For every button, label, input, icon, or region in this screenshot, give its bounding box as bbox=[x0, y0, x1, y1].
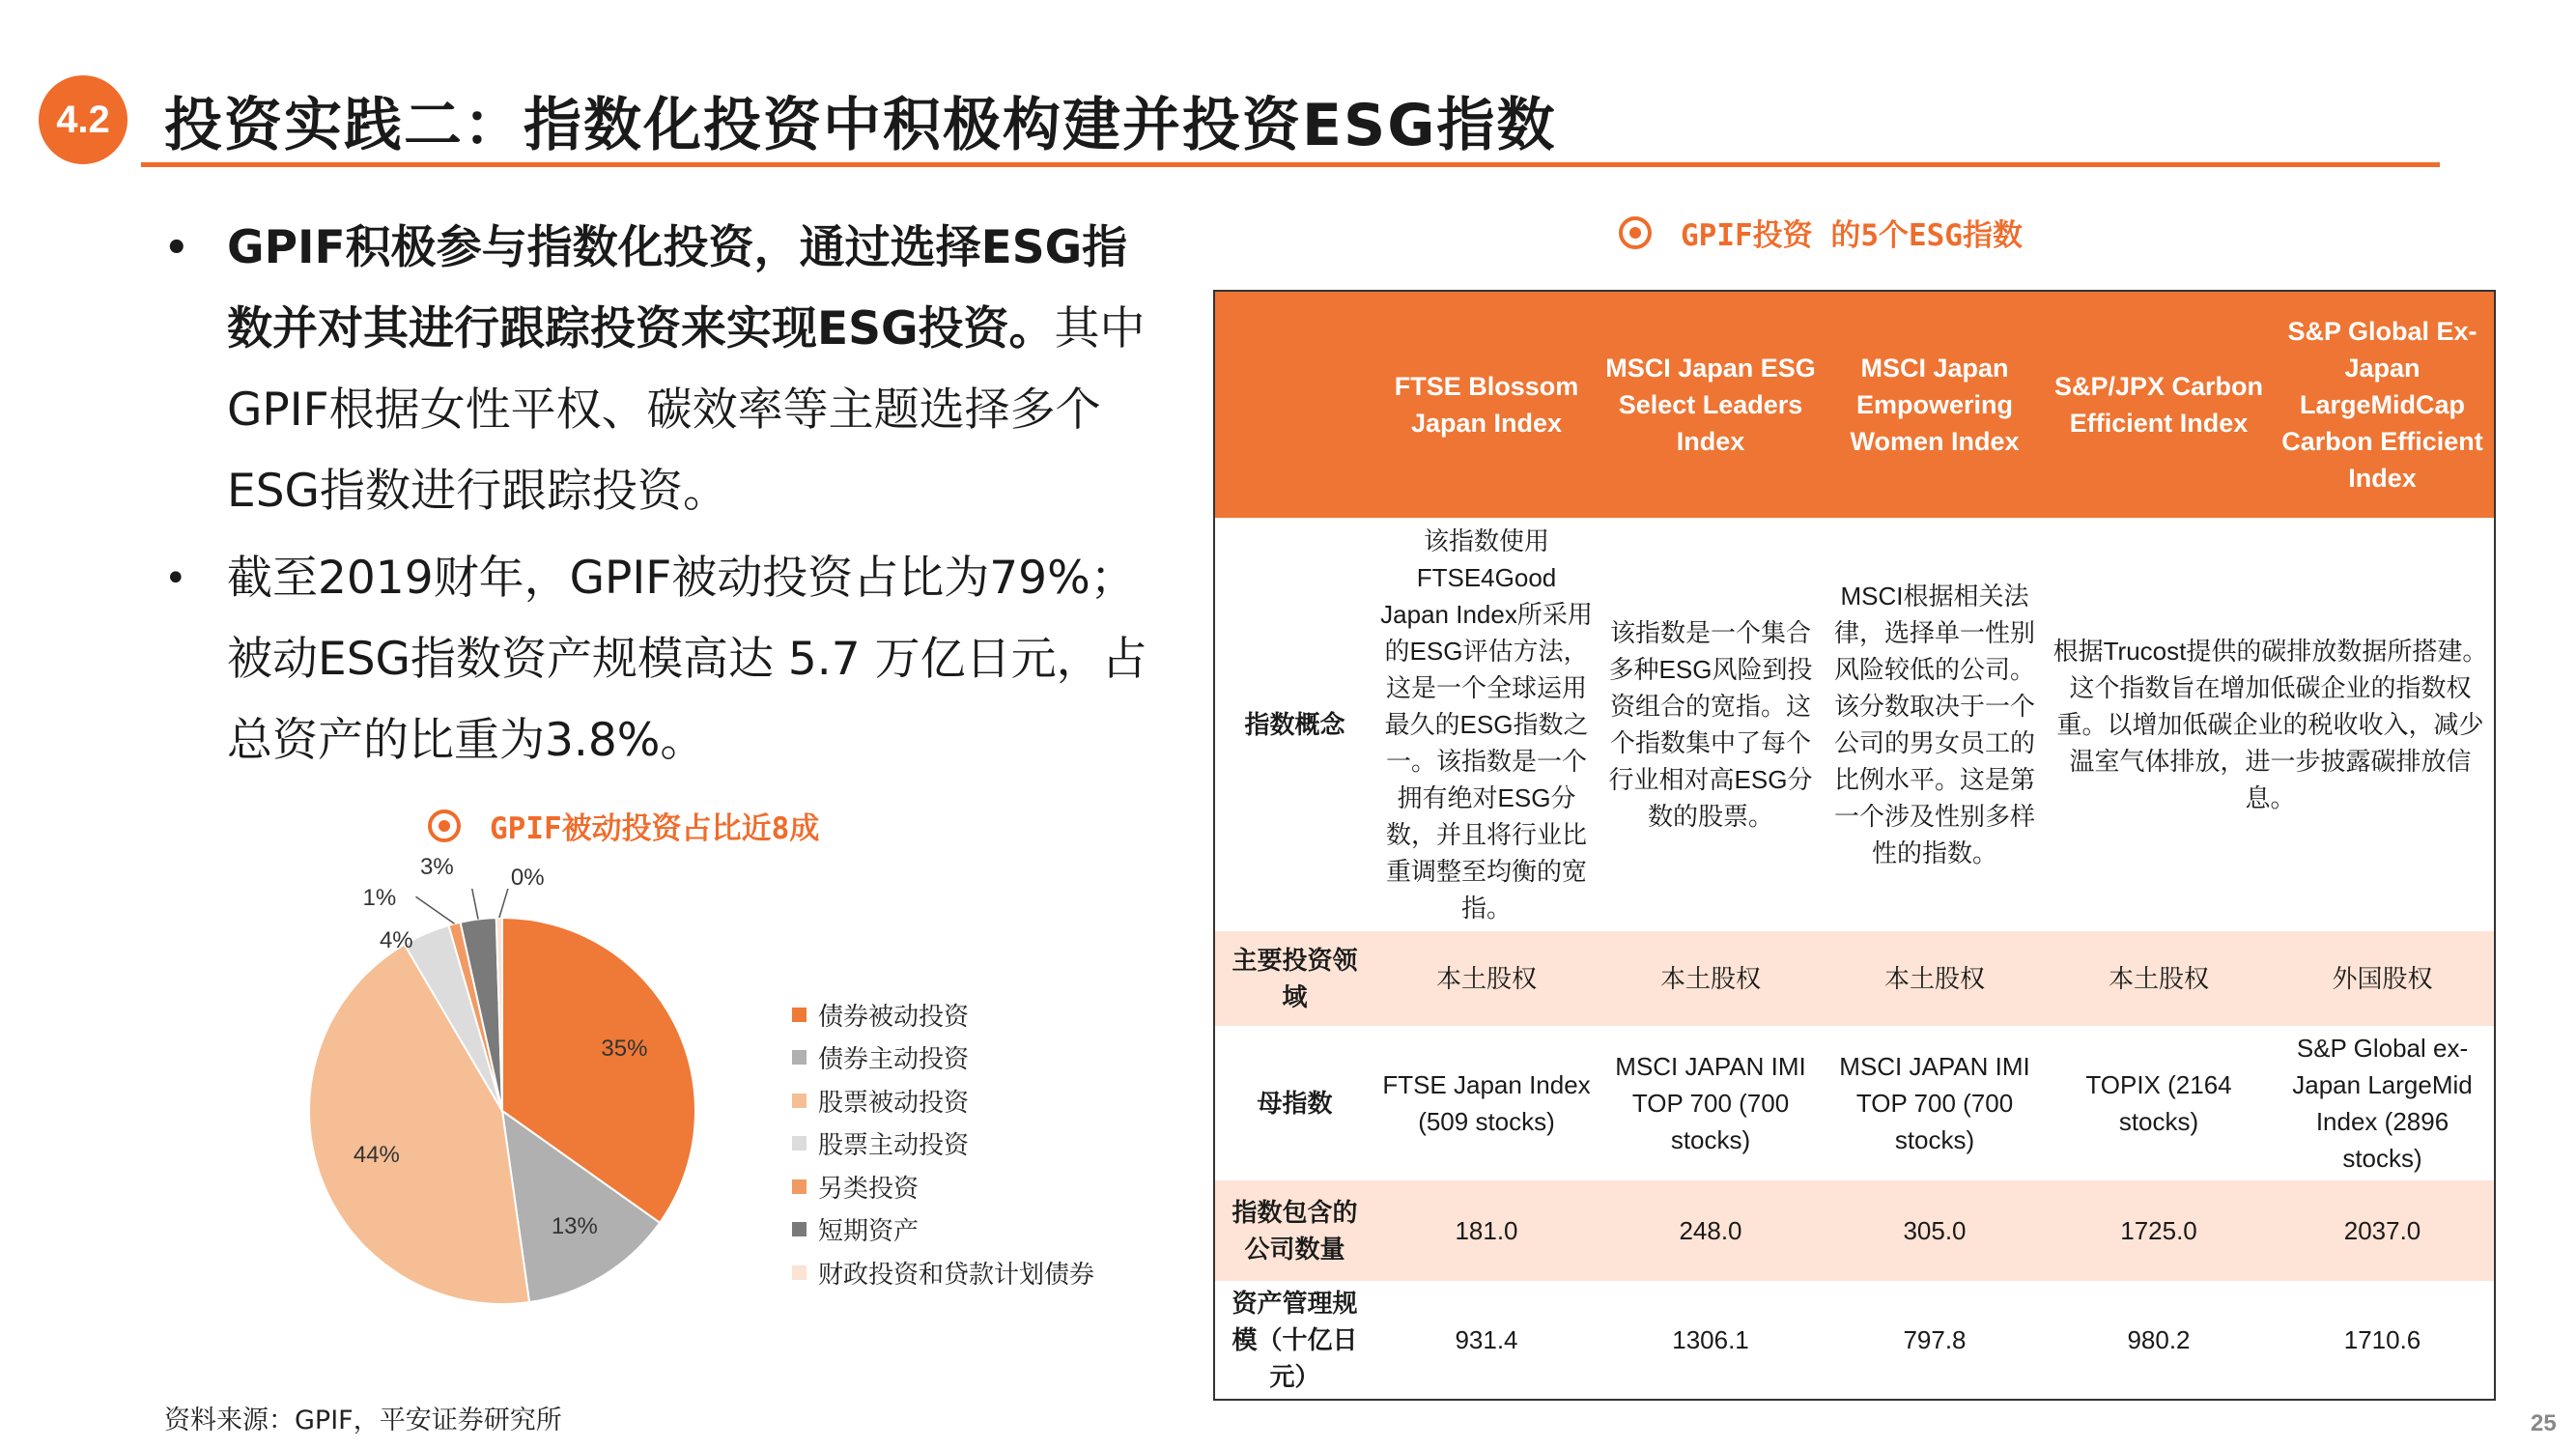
table-cell: MSCI JAPAN IMI TOP 700 (700 stocks) bbox=[1599, 1026, 1823, 1180]
bullet-item bbox=[159, 538, 1164, 781]
bullet-text: 截至2019财年，GPIF被动投资占比为79%；被动ESG指数资产规模高达 5.7 万亿日元，占总资产的比重为3.8%。 bbox=[227, 552, 1147, 767]
table-header-cell: MSCI Japan Empowering Women Index bbox=[1823, 291, 2047, 518]
legend-item bbox=[792, 1122, 1094, 1166]
pie-leader-line bbox=[499, 889, 511, 918]
legend-swatch bbox=[792, 1008, 807, 1022]
section-number-badge: 4.2 bbox=[39, 75, 127, 164]
legend-swatch bbox=[792, 1265, 807, 1280]
table-cell: 该指数是一个集合多种ESG风险到投资组合的宽指。这个指数集中了每个行业相对高ESG分数的股票。 bbox=[1599, 518, 1823, 931]
legend-label: 财政投资和贷款计划债券 bbox=[818, 1260, 1095, 1290]
pie-chart-caption-text: GPIF被动投资占比近8成 bbox=[490, 811, 820, 846]
bullet-dot-icon: • bbox=[164, 226, 189, 270]
table-header-cell: MSCI Japan ESG Select Leaders Index bbox=[1599, 291, 1823, 518]
table-cell: 931.4 bbox=[1374, 1281, 1599, 1400]
table-cell: 本土股权 bbox=[2047, 931, 2271, 1026]
table-row bbox=[1214, 1180, 2495, 1281]
legend-item bbox=[792, 1037, 1094, 1080]
table-row bbox=[1214, 1026, 2495, 1180]
pie-slice-label: 35% bbox=[601, 1035, 648, 1062]
table-cell: 本土股权 bbox=[1823, 931, 2047, 1026]
pie-legend bbox=[792, 993, 1094, 1294]
bullet-dot-icon: • bbox=[164, 556, 187, 601]
legend-item bbox=[792, 1251, 1094, 1294]
legend-item bbox=[792, 1208, 1094, 1252]
bullet-bold-text: GPIF积极参与指数化投资，通过选择ESG指数并对其进行跟踪投资来实现ESG投资。 bbox=[227, 221, 1128, 355]
table-cell: FTSE Japan Index (509 stocks) bbox=[1374, 1026, 1599, 1180]
table-cell: 本土股权 bbox=[1374, 931, 1599, 1026]
pie-slice-label: 44% bbox=[353, 1142, 400, 1169]
legend-swatch bbox=[792, 1136, 807, 1151]
pie-leader-line bbox=[468, 889, 478, 920]
target-icon bbox=[428, 810, 461, 842]
table-cell: 797.8 bbox=[1823, 1281, 2047, 1400]
bullet-list bbox=[159, 208, 1164, 781]
table-cell: MSCI JAPAN IMI TOP 700 (700 stocks) bbox=[1823, 1026, 2047, 1180]
table-caption-text: GPIF投资 的5个ESG指数 bbox=[1681, 218, 2023, 253]
legend-label: 债券主动投资 bbox=[818, 1045, 970, 1075]
legend-swatch bbox=[792, 1222, 807, 1236]
legend-item bbox=[792, 993, 1094, 1037]
row-label: 指数包含的公司数量 bbox=[1214, 1180, 1374, 1281]
pie-leader-line bbox=[416, 896, 455, 923]
row-label: 资产管理规模（十亿日元） bbox=[1214, 1281, 1374, 1400]
legend-label: 股票被动投资 bbox=[818, 1088, 970, 1118]
bullet-text: 其中GPIF根据女性平权、碳效率等主题选择多个ESG指数进行跟踪投资。 bbox=[227, 302, 1146, 518]
pie-slice-label: 13% bbox=[551, 1212, 598, 1239]
table-cell: S&P Global ex-Japan LargeMid Index (2896 stocks) bbox=[2271, 1026, 2495, 1180]
page-title: 投资实践二：指数化投资中积极构建并投资ESG指数 bbox=[164, 92, 1557, 159]
source-note: 资料来源：GPIF，平安证券研究所 bbox=[164, 1406, 562, 1435]
pie-slice-label: 4% bbox=[379, 927, 413, 954]
legend-item bbox=[792, 1079, 1094, 1122]
pie-slice-label: 0% bbox=[510, 865, 545, 892]
table-header-cell: S&P Global Ex-Japan LargeMidCap Carbon Efficient Index bbox=[2271, 291, 2495, 518]
table-cell: 根据Trucost提供的碳排放数据所搭建。这个指数旨在增加低碳企业的指数权重。以增加低碳企业的税收收入，减少温室气体排放，进一步披露碳排放信息。 bbox=[2047, 518, 2495, 931]
legend-item bbox=[792, 1165, 1094, 1208]
row-label: 指数概念 bbox=[1214, 518, 1374, 931]
pie-slice-label: 3% bbox=[420, 853, 454, 880]
legend-label: 另类投资 bbox=[818, 1174, 920, 1204]
table-cell: 980.2 bbox=[2047, 1281, 2271, 1400]
title-divider bbox=[141, 162, 2440, 167]
table-cell: 该指数使用FTSE4Good Japan Index所采用的ESG评估方法，这是一个全球运用最久的ESG指数之一。该指数是一个拥有绝对ESG分数，并且将行业比重调整至均衡的宽指。 bbox=[1374, 518, 1599, 931]
table-cell: 2037.0 bbox=[2271, 1180, 2495, 1281]
pie-chart bbox=[280, 889, 724, 1333]
table-cell: 1306.1 bbox=[1599, 1281, 1823, 1400]
table-row bbox=[1214, 518, 2495, 931]
pie-slice-label: 1% bbox=[362, 885, 397, 912]
table-row bbox=[1214, 931, 2495, 1026]
table-cell: 外国股权 bbox=[2271, 931, 2495, 1026]
target-icon bbox=[1619, 216, 1652, 249]
table-header-cell: FTSE Blossom Japan Index bbox=[1374, 291, 1599, 518]
legend-swatch bbox=[792, 1050, 807, 1065]
legend-label: 债券被动投资 bbox=[818, 1002, 970, 1032]
page-number: 25 bbox=[2531, 1410, 2557, 1436]
table-cell: 本土股权 bbox=[1599, 931, 1823, 1026]
esg-index-table bbox=[1213, 290, 2496, 1401]
table-header-row bbox=[1214, 291, 2495, 518]
table-cell: 181.0 bbox=[1374, 1180, 1599, 1281]
table-row bbox=[1214, 1281, 2495, 1400]
bullet-item bbox=[159, 208, 1164, 532]
table-cell: 1710.6 bbox=[2271, 1281, 2495, 1400]
table-caption bbox=[1619, 211, 2023, 254]
legend-swatch bbox=[792, 1179, 807, 1194]
legend-swatch bbox=[792, 1094, 807, 1108]
table-cell: MSCI根据相关法律，选择单一性别风险较低的公司。该分数取决于一个公司的男女员工的比例水平。这是第一个涉及性别多样性的指数。 bbox=[1823, 518, 2047, 931]
row-label: 母指数 bbox=[1214, 1026, 1374, 1180]
pie-chart-caption bbox=[428, 804, 819, 847]
table-cell: TOPIX (2164 stocks) bbox=[2047, 1026, 2271, 1180]
table-header-corner bbox=[1214, 291, 1374, 518]
row-label: 主要投资领域 bbox=[1214, 931, 1374, 1026]
legend-label: 股票主动投资 bbox=[818, 1131, 970, 1161]
legend-label: 短期资产 bbox=[818, 1217, 920, 1247]
table-cell: 1725.0 bbox=[2047, 1180, 2271, 1281]
table-header-cell: S&P/JPX Carbon Efficient Index bbox=[2047, 291, 2271, 518]
table-cell: 248.0 bbox=[1599, 1180, 1823, 1281]
table-cell: 305.0 bbox=[1823, 1180, 2047, 1281]
